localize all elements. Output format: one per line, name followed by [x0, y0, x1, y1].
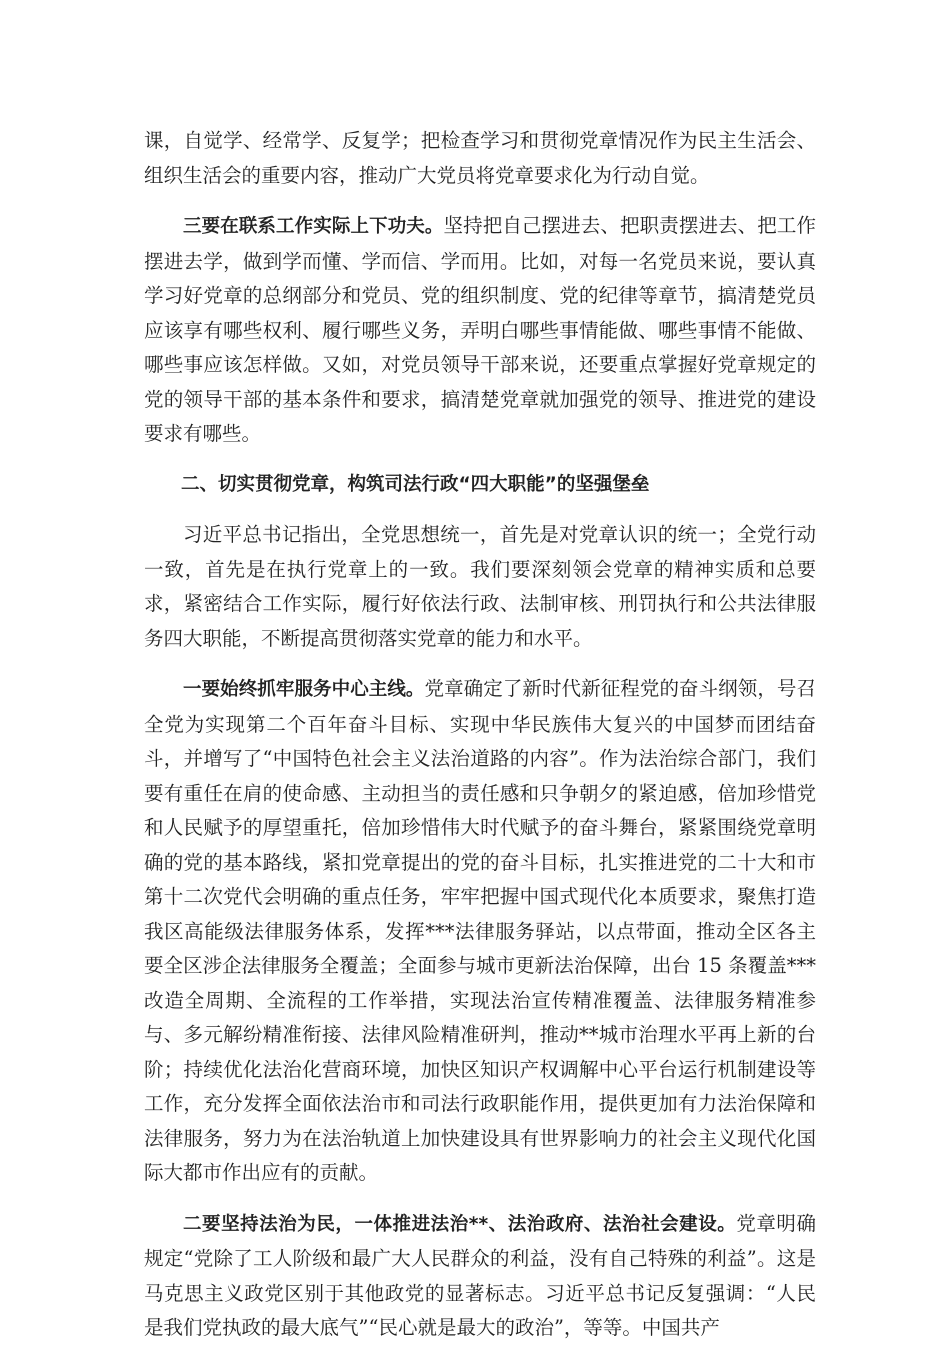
- paragraph-text: 习近平总书记指出，全党思想统一，首先是对党章认识的统一；全党行动一致，首先是在执行党章上的一致。我们要深刻领会党章的精神实质和总要求，紧密结合工作实际，履行好依法行政、法制审核、刑罚执行和公共法律服务四大职能，不断提高贯彻落实党章的能力和水平。: [144, 523, 816, 650]
- paragraph-continuation: [144, 124, 816, 193]
- paragraph-service-center: [144, 672, 816, 1191]
- paragraph-rule-of-law: [144, 1207, 816, 1346]
- paragraph-text: 党章明确规定“党除了工人阶级和最广大人民群众的利益，没有自己特殊的利益”。这是马克思主义政党区别于其他政党的显著标志。习近平总书记反复强调：“人民是我们党执政的最大底气”“民心就是最大的政治”，等等。中国共产: [144, 1211, 816, 1339]
- paragraph-lead: 三要在联系工作实际上下功夫。: [183, 216, 444, 237]
- paragraph-intro: [144, 518, 816, 656]
- paragraph-lead: 一要始终抓牢服务中心主线。: [183, 679, 425, 700]
- section-heading: 二、切实贯彻党章，构筑司法行政“四大职能”的坚强堡垒: [181, 473, 650, 495]
- paragraph-text: 课，自觉学、经常学、反复学；把检查学习和贯彻党章情况作为民主生活会、组织生活会的重要内容，推动广大党员将党章要求化为行动自觉。: [144, 129, 816, 187]
- document-body: [144, 124, 816, 1346]
- paragraph-text: 党章确定了新时代新征程党的奋斗纲领，号召全党为实现第二个百年奋斗目标、实现中华民族伟大复兴的中国梦而团结奋斗，并增写了“中国特色社会主义法治道路的内容”。作为法治综合部门，我们要有重任在肩的使命感、主动担当的责任感和只争朝夕的紧迫感，倍加珍惜党和人民赋予的厚望重托，倍加珍惜伟大时代赋予的奋斗舞台，紧紧围绕党章明确的党的基本路线，紧扣党章提出的党的奋斗目标，扎实推进党的二十大和市第十二次党代会明确的重点任务，牢牢把握中国式现代化本质要求，聚焦打造我区高能级法律服务体系，发挥***法律服务驿站，以点带面，推动全区各主要全区涉企法律服务全覆盖；全面参与城市更新法治保障，出台 15 条覆盖***改造全周期、全流程的工作举措，实现法治宣传精准覆盖、法律服务精准参与、多元解纷精准衔接、法律风险精准研判，推动**城市治理水平再上新的台阶；持续优化法治化营商环境，加快区知识产权调解中心平台运行机制建设等工作，充分发挥全面依法治市和司法行政职能作用，提供更加有力法治保障和法律服务，努力为在法治轨道上加快建设具有世界影响力的社会主义现代化国际大都市作出应有的贡献。: [144, 677, 816, 1184]
- paragraph-lead: 二要坚持法治为民，一体推进法治**、法治政府、法治社会建设。: [183, 1213, 737, 1235]
- paragraph-work-practice: [144, 209, 816, 452]
- paragraph-text: 坚持把自己摆进去、把职责摆进去、把工作摆进去学，做到学而懂、学而信、学而用。比如，对每一名党员来说，要认真学习好党章的总纲部分和党员、党的组织制度、党的纪律等章节，搞清楚党员应该享有哪些权利、履行哪些义务，弄明白哪些事情能做、哪些事情不能做、哪些事应该怎样做。又如，对党员领导干部来说，还要重点掌握好党章规定的党的领导干部的基本条件和要求，搞清楚党章就加强党的领导、推进党的建设要求有哪些。: [144, 214, 816, 445]
